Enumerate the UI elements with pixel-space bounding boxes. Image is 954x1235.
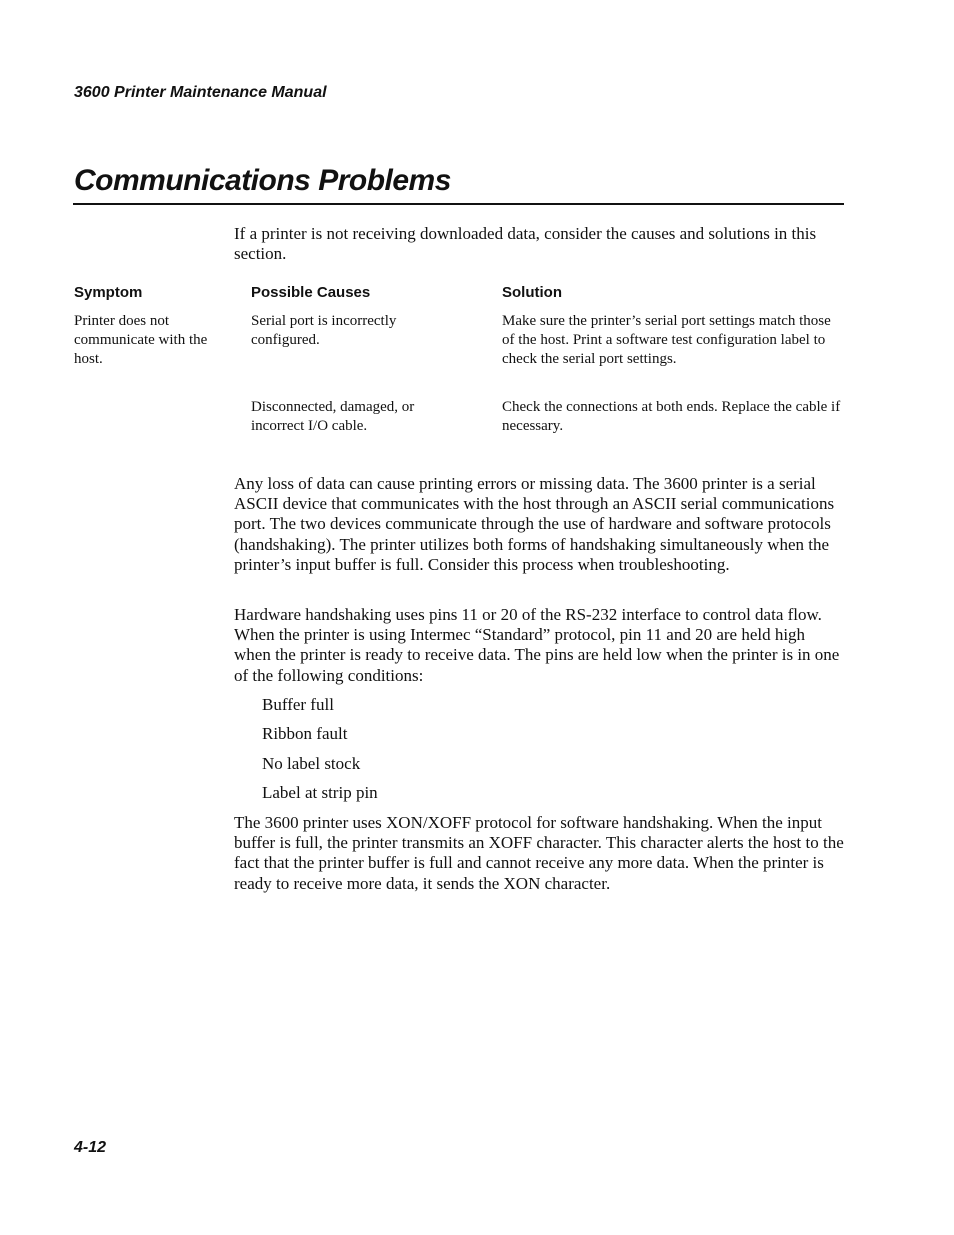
list-item: Ribbon fault: [262, 724, 348, 743]
cause-cell: Disconnected, damaged, or incorrect I/O cable.: [251, 399, 415, 434]
symptom-cell: Printer does not communicate with the host.: [74, 313, 208, 367]
page-title: Communications Problems: [74, 164, 451, 197]
list-item: Label at strip pin: [262, 783, 378, 802]
running-header: 3600 Printer Maintenance Manual: [74, 84, 327, 101]
list-item: Buffer full: [262, 695, 334, 714]
solution-cell: Check the connections at both ends. Replace the cable if necessary.: [502, 399, 841, 434]
page-number: 4-12: [74, 1139, 107, 1156]
intro-paragraph: If a printer is not receiving downloaded data, consider the causes and solutions in this section.: [234, 224, 817, 263]
column-header-possible-causes: Possible Causes: [251, 284, 371, 301]
title-rule: [73, 203, 844, 205]
body-paragraph: The 3600 printer uses XON/XOFF protocol for software handshaking. When the input buffer is full, the printer transmits an XOFF character. This character alerts the host to the fact that the printer buffer is full and cannot receive any more data. When the printer is ready to receive more data, it sends the XON character.: [234, 813, 844, 893]
column-header-symptom: Symptom: [74, 284, 143, 301]
body-paragraph: Any loss of data can cause printing errors or missing data. The 3600 printer is a serial ASCII device that communicates with the host through an ASCII serial communications port. The two devices communicate through the use of hardware and software protocols (handshaking). The printer utilizes both forms of handshaking simultaneously when the printer’s input buffer is full. Consider this process when troubleshooting.: [234, 474, 835, 574]
column-header-solution: Solution: [502, 284, 562, 301]
solution-cell: Make sure the printer’s serial port settings match those of the host. Print a software test configuration label to check the serial port settings.: [502, 313, 831, 367]
cause-cell: Serial port is incorrectly configured.: [251, 313, 397, 348]
list-item: No label stock: [262, 754, 361, 773]
body-paragraph: Hardware handshaking uses pins 11 or 20 of the RS-232 interface to control data flow. When the printer is using Intermec “Standard” protocol, pin 11 and 20 are held high when the printer is ready to receive data. The pins are held low when the printer is in one of the following conditions:: [234, 605, 840, 685]
